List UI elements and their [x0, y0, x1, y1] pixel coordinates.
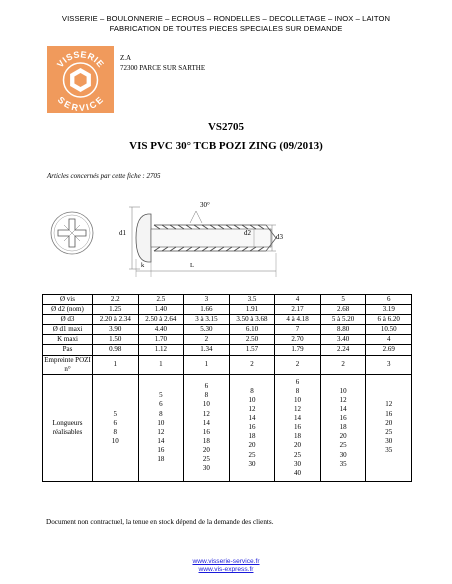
length-value: 18	[339, 423, 347, 432]
table-cell: 2.70	[275, 335, 321, 345]
table-cell: 2	[184, 335, 230, 345]
length-value: 6	[204, 382, 209, 391]
lengths-cell	[184, 374, 230, 481]
table-cell: 1.57	[229, 345, 275, 355]
table-cell: 2.20 à 2.34	[93, 315, 139, 325]
length-value: 14	[157, 436, 165, 445]
table-cell: 2.5	[138, 295, 184, 305]
disclaimer: Document non contractuel, la tenue en stock dépend de la demande des clients.	[46, 518, 274, 526]
length-value: 10	[339, 386, 347, 395]
logo-text-bottom: SERVICE	[55, 94, 106, 113]
address-line-1: Z.A	[120, 54, 132, 62]
table-cell: 3	[184, 295, 230, 305]
row-label: Ø vis	[43, 295, 93, 305]
table-row-lengths	[43, 374, 412, 481]
table-cell: 3.50 à 3.68	[229, 315, 275, 325]
length-value: 25	[202, 455, 210, 464]
table-cell: 2.69	[366, 345, 412, 355]
lengths-cell	[93, 374, 139, 481]
table-cell: 1.91	[229, 305, 275, 315]
pozidriv-head-icon	[51, 212, 93, 254]
table-cell: 3.19	[366, 305, 412, 315]
table-cell: 2.17	[275, 305, 321, 315]
length-value: 20	[385, 418, 393, 427]
length-value: 10	[248, 395, 256, 404]
table-cell: 3.5	[229, 295, 275, 305]
label-angle: 30°	[200, 201, 210, 209]
table-cell: 5 à 5.20	[320, 315, 366, 325]
lengths-cell	[229, 374, 275, 481]
length-value: 14	[339, 405, 347, 414]
length-value: 6	[295, 377, 300, 386]
table-cell: 3.40	[320, 335, 366, 345]
length-value: 12	[248, 405, 256, 414]
table-cell: 1.12	[138, 345, 184, 355]
length-value: 30	[385, 436, 393, 445]
table-cell: 4	[275, 295, 321, 305]
product-reference: VS2705	[207, 121, 245, 133]
label-l: L	[190, 262, 194, 269]
table-row	[43, 355, 412, 374]
table-cell: 1.40	[138, 305, 184, 315]
label-d1: d1	[119, 229, 126, 237]
length-value: 20	[248, 441, 256, 450]
length-value: 25	[294, 450, 302, 459]
lengths-cell	[138, 374, 184, 481]
length-value: 25	[339, 441, 347, 450]
length-value: 10	[294, 395, 302, 404]
table-cell: 1.34	[184, 345, 230, 355]
table-cell: 1	[93, 355, 139, 374]
length-value: 16	[385, 409, 393, 418]
table-row	[43, 345, 412, 355]
table-cell: 1	[138, 355, 184, 374]
table-cell: 2.50	[229, 335, 275, 345]
table-cell: 4	[366, 335, 412, 345]
length-value: 16	[202, 427, 210, 436]
table-cell: 1.70	[138, 335, 184, 345]
table-cell: 2.68	[320, 305, 366, 315]
length-value: 18	[294, 432, 302, 441]
length-value: 8	[250, 386, 254, 395]
table-row	[43, 295, 412, 305]
table-cell: 6.10	[229, 325, 275, 335]
length-value: 30	[248, 459, 256, 468]
length-value: 18	[248, 432, 256, 441]
table-row	[43, 325, 412, 335]
table-cell: 3.90	[93, 325, 139, 335]
table-cell: 2	[320, 355, 366, 374]
length-value: 16	[294, 423, 302, 432]
length-value: 5	[113, 409, 118, 418]
length-value: 40	[294, 468, 302, 477]
label-k: k	[141, 262, 145, 269]
table-cell: 4 à 4.18	[275, 315, 321, 325]
table-cell: 1.66	[184, 305, 230, 315]
length-value: 14	[248, 414, 256, 423]
table-cell: 2.2	[93, 295, 139, 305]
header-line-2: FABRICATION DE TOUTES PIECES SPECIALES SUR DEMANDE	[109, 24, 343, 33]
company-logo	[47, 46, 114, 113]
table-cell: 1.50	[93, 335, 139, 345]
table-cell: 3 à 3.15	[184, 315, 230, 325]
product-title: VIS PVC 30° TCB POZI ZING (09/2013)	[129, 140, 323, 152]
length-value: 25	[385, 427, 393, 436]
link-vis-express[interactable]: www.vis-express.fr	[198, 566, 254, 573]
length-value: 18	[157, 455, 165, 464]
length-value: 20	[339, 432, 347, 441]
table-cell: 2.24	[320, 345, 366, 355]
length-value: 8	[295, 386, 300, 395]
label-d3: d3	[276, 233, 283, 241]
table-cell: 1.79	[275, 345, 321, 355]
table-cell: 1	[184, 355, 230, 374]
row-label: Longueurs réalisables	[43, 374, 93, 481]
logo-text-top: VISSERIE	[54, 49, 107, 70]
length-value: 10	[202, 400, 210, 409]
length-value: 6	[113, 418, 118, 427]
table-cell: 6 à 6.20	[366, 315, 412, 325]
header-line-1: VISSERIE – BOULONNERIE – ECROUS – RONDELLES – DECOLLETAGE – INOX – LAITON	[61, 14, 391, 23]
table-cell: 5.30	[184, 325, 230, 335]
length-value: 10	[157, 418, 165, 427]
table-cell: 1.25	[93, 305, 139, 315]
lengths-cell	[366, 374, 412, 481]
length-value: 20	[294, 441, 302, 450]
table-cell: 6	[366, 295, 412, 305]
length-value: 25	[248, 450, 256, 459]
svg-text:VISSERIE	[55, 49, 106, 69]
table-cell: 2.50 à 2.64	[138, 315, 184, 325]
length-value: 12	[385, 400, 393, 409]
length-value: 18	[202, 436, 210, 445]
table-cell: 10.50	[366, 325, 412, 335]
screw-technical-drawing	[40, 193, 420, 283]
table-cell: 5	[320, 295, 366, 305]
length-value: 5	[159, 391, 163, 400]
length-value: 30	[294, 459, 302, 468]
table-row	[43, 305, 412, 315]
table-cell: 0.98	[93, 345, 139, 355]
table-cell: 4.40	[138, 325, 184, 335]
length-value: 12	[339, 395, 347, 404]
length-value: 14	[202, 418, 210, 427]
row-label: Ø d2 (nom)	[43, 305, 93, 315]
articles-note: Articles concernés par cette fiche : 2705	[47, 172, 161, 180]
row-label: Ø d3	[43, 315, 93, 325]
length-value: 10	[111, 436, 119, 445]
length-value: 8	[204, 391, 209, 400]
table-cell: 7	[275, 325, 321, 335]
length-value: 8	[113, 427, 118, 436]
length-value: 16	[248, 423, 256, 432]
row-label: Pas	[43, 345, 93, 355]
length-value: 14	[294, 414, 302, 423]
length-value: 35	[385, 445, 393, 454]
length-value: 30	[339, 450, 347, 459]
length-value: 6	[159, 400, 163, 409]
table-row	[43, 315, 412, 325]
row-label: Empreinte POZI n°	[44, 355, 91, 373]
length-value: 12	[157, 427, 165, 436]
table-row	[43, 335, 412, 345]
row-label: Ø d1 maxi	[43, 325, 93, 335]
length-value: 16	[339, 414, 347, 423]
length-value: 12	[202, 409, 210, 418]
length-value: 16	[157, 445, 165, 454]
table-cell: 3	[366, 355, 412, 374]
row-label: K maxi	[43, 335, 93, 345]
label-d2: d2	[244, 229, 251, 237]
table-cell: 8.80	[320, 325, 366, 335]
address-line-2: 72300 PARCE SUR SARTHE	[120, 64, 206, 72]
link-visserie-service[interactable]: www.visserie-service.fr	[192, 558, 260, 565]
length-value: 20	[202, 445, 210, 454]
lengths-cell	[320, 374, 366, 481]
table-cell: 2	[229, 355, 275, 374]
length-value: 35	[339, 459, 347, 468]
specifications-table	[42, 294, 412, 482]
lengths-cell	[275, 374, 321, 481]
length-value: 8	[159, 409, 163, 418]
length-value: 12	[294, 405, 302, 414]
table-cell: 2	[275, 355, 321, 374]
length-value: 30	[202, 464, 210, 473]
